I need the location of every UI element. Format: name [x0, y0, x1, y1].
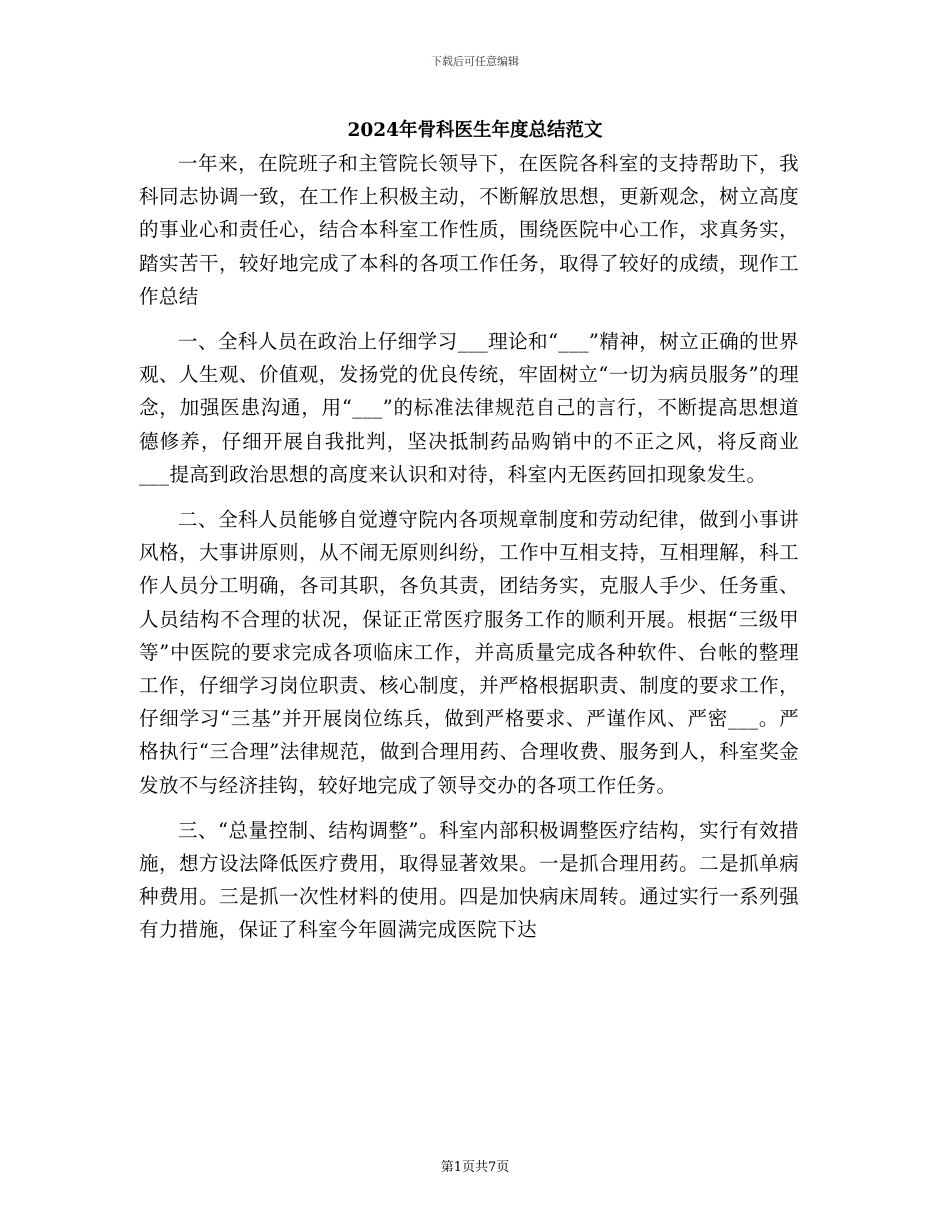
page-number-footer: 第1页共7页 — [440, 1160, 510, 1175]
paragraph-section-3: 三、“总量控制、结构调整”。科室内部积极调整医疗结构，实行有效措施，想方设法降低医疗费用，取得显著效果。一是抓合理用药。二是抓单病种费用。三是抓一次性材料的使用。四是加快病床周转。通过实行一系列强有力措施，保证了科室今年圆满完成医院下达 — [139, 818, 799, 942]
document-title: 2024年骨科医生年度总结范文 — [347, 120, 603, 141]
document-body — [139, 147, 799, 947]
paragraph-intro: 一年来，在院班子和主管院长领导下，在医院各科室的支持帮助下，我科同志协调一致，在工作上积极主动，不断解放思想，更新观念，树立高度的事业心和责任心，结合本科室工作性质，围绕医院中心工作，求真务实，踏实苦干，较好地完成了本科的各项工作任务，取得了较好的成绩，现作工作总结 — [139, 152, 799, 308]
page-header-note: 下载后可任意编辑 — [431, 55, 519, 68]
paragraph-section-1: 一、全科人员在政治上仔细学习___理论和“___”精神，树立正确的世界观、人生观、价值观，发扬党的优良传统，牢固树立“一切为病员服务”的理念，加强医患沟通，用“___”的标准法律规范自己的言行，不断提高思想道德修养，仔细开展自我批判，坚决抵制药品购销中的不正之风，将反商业___提高到政治思想的高度来认识和对待，科室内无医药回扣现象发生。 — [139, 330, 799, 486]
paragraph-section-2: 二、全科人员能够自觉遵守院内各项规章制度和劳动纪律，做到小事讲风格，大事讲原则，从不闹无原则纠纷，工作中互相支持，互相理解，科工作人员分工明确，各司其职，各负其责，团结务实，克服人手少、任务重、人员结构不合理的状况，保证正常医疗服务工作的顺利开展。根据“三级甲等”中医院的要求完成各项临床工作，并高质量完成各种软件、台帐的整理工作，仔细学习岗位职责、核心制度，并严格根据职责、制度的要求工作，仔细学习“三基”并开展岗位练兵，做到严格要求、严谨作风、严密___。严格执行“三合理”法律规范，做到合理用药、合理收费、服务到人，科室奖金发放不与经济挂钩，较好地完成了领导交办的各项工作任务。 — [139, 508, 799, 797]
